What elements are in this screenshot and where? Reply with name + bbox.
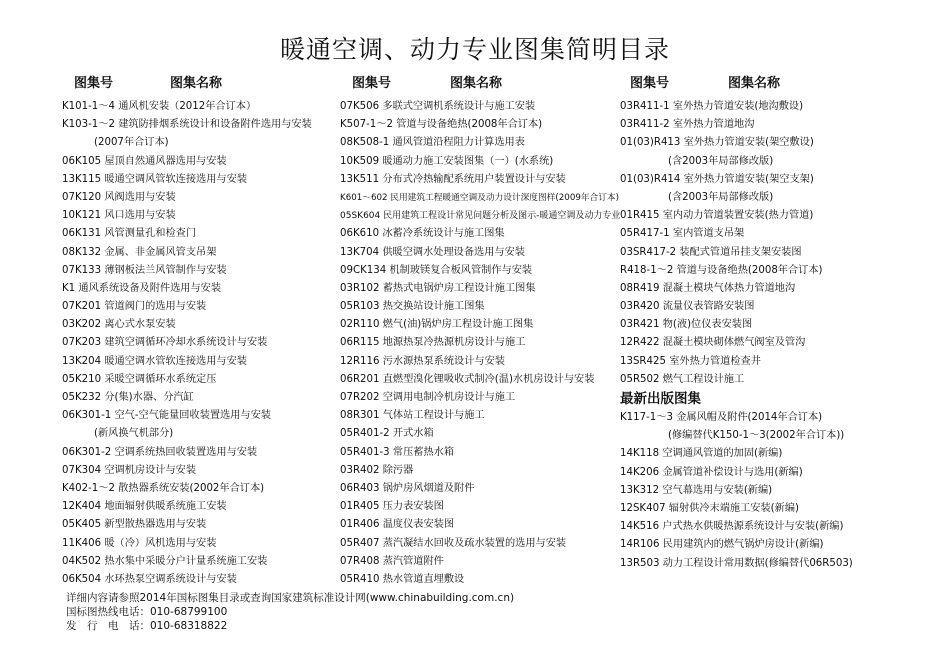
catalog-entry: K402-1～2 散热器系统安装(2002年合订本)	[62, 482, 265, 494]
catalog-entry: 05R103 热交换站设计施工图集	[340, 301, 485, 313]
catalog-entry: R418-1～2 管道与设备绝热(2008年合订本)	[620, 264, 823, 276]
catalog-entry: K601～602 民用建筑工程暖通空调及动力设计深度图样(2009年合订本)	[340, 192, 620, 203]
catalog-entry: 11K406 暖（冷）风机选用与安装	[62, 537, 217, 549]
catalog-entry: 05SK604 民用建筑工程设计常见问题分析及图示-暖通空调及动力专业	[340, 211, 621, 222]
column-header	[620, 72, 940, 92]
catalog-entry: K103-1～2 建筑防排烟系统设计和设备附件选用与安装	[62, 119, 312, 131]
catalog-entry: 08R419 混凝土模块气体热力管道地沟	[620, 282, 796, 294]
column-header	[62, 72, 332, 92]
catalog-entry: 04K502 热水集中采暖分户计量系统施工安装	[62, 555, 268, 567]
catalog-entry: 03K202 离心式水泵安装	[62, 319, 176, 331]
catalog-entry: 13K204 暖通空调水管软连接选用与安装	[62, 355, 247, 367]
catalog-entry: 05R502 燃气工程设计施工	[620, 373, 745, 385]
catalog-entry: 14R106 民用建筑内的燃气锅炉房设计(新编)	[620, 539, 824, 551]
catalog-entry: 01R405 压力表安装图	[340, 501, 444, 513]
section-heading: 最新出版图集	[620, 391, 701, 407]
catalog-entry: 12R422 混凝土模块砌体燃气阀室及管沟	[620, 337, 806, 349]
catalog-entry: 10K121 风口选用与安装	[62, 210, 176, 222]
catalog-entry: 08K508-1 通风管道沿程阻力计算选用表	[340, 137, 525, 149]
catalog-entry: 13R503 动力工程设计常用数据(修编替代06R503)	[620, 557, 853, 569]
catalog-entry: 14K516 户式热水供暖热源系统设计与安装(新编)	[620, 521, 844, 533]
catalog-entry: 03R420 流量仪表管路安装图	[620, 301, 755, 313]
catalog-entry: 14K118 空调通风管道的加固(新编)	[620, 448, 783, 460]
catalog-entry: K117-1～3 金属风帽及附件(2014年合订本)	[620, 412, 823, 423]
catalog-entry: 10K509 暖通动力施工安装图集（一）(水系统)	[340, 155, 554, 167]
catalog-entry: 13SR425 室外热力管道检查井	[620, 355, 761, 367]
catalog-entry: 02R110 燃气(油)锅炉房工程设计施工图集	[340, 319, 534, 331]
catalog-entry: 06R201 直燃型溴化锂吸收式制冷(温)水机房设计与安装	[340, 373, 595, 385]
catalog-entry: 03R102 蓄热式电锅炉房工程设计施工图集	[340, 282, 536, 294]
catalog-entry: 13K511 分布式冷热输配系统用户装置设计与安装	[340, 173, 566, 185]
catalog-entry: 09CK134 机制玻镁复合板风管制作与安装	[340, 264, 533, 276]
catalog-entry: 06K301-1 空气-空气能量回收装置选用与安装	[62, 410, 271, 422]
name-header: 图集名称	[728, 76, 781, 91]
catalog-entry: 05K405 新型散热器选用与安装	[62, 519, 207, 531]
code-header: 图集号	[352, 76, 392, 91]
catalog-entry: 08K132 金属、非金属风管支吊架	[62, 246, 217, 258]
catalog-entry: 05K232 分(集)水器、分汽缸	[62, 392, 194, 403]
footer-sales-phone: 发 行 电 话：010-68318822	[66, 620, 228, 632]
catalog-entry: 07R408 蒸汽管道附件	[340, 555, 444, 567]
catalog-entry: 05R417-1 室内管道支吊架	[620, 228, 745, 240]
catalog-entry: 06R115 地源热泵冷热源机房设计与施工	[340, 337, 526, 349]
catalog-entry: (含2003年局部修改版)	[668, 155, 774, 167]
code-header: 图集号	[74, 76, 114, 91]
footer	[66, 591, 514, 633]
catalog-column-1	[62, 72, 332, 589]
catalog-entry: 13K312 空气幕选用与安装(新编)	[620, 484, 773, 496]
catalog-entry: 06K301-2 空调系统热回收装置选用与安装	[62, 446, 258, 458]
catalog-entry: (2007年合订本)	[94, 137, 169, 149]
catalog-entry: 03R411-2 室外热力管道地沟	[620, 119, 755, 131]
catalog-entry: 07R202 空调用电制冷机房设计与施工	[340, 392, 516, 403]
page-title: 暖通空调、动力专业图集简明目录	[279, 35, 670, 64]
catalog-entry: 07K133 薄钢板法兰风管制作与安装	[62, 264, 227, 276]
catalog-entry: 12R116 污水源热泵系统设计与安装	[340, 355, 505, 367]
catalog-entry: 06K131 风管测量孔和检查门	[62, 228, 197, 240]
catalog-entry: 07K203 建筑空调循环冷却水系统设计与安装	[62, 337, 268, 349]
catalog-entry: 01(03)R414 室外热力管道安装(架空支架)	[620, 173, 814, 185]
name-header: 图集名称	[170, 76, 223, 91]
catalog-entry: 07K201 管道阀门的选用与安装	[62, 301, 207, 313]
catalog-entry: K1 通风系统设备及附件选用与安装	[62, 282, 222, 294]
catalog-entry: 01R415 室内动力管道装置安装(热力管道)	[620, 210, 814, 222]
catalog-entry: 03R411-1 室外热力管道安装(地沟敷设)	[620, 101, 804, 112]
catalog-entry: (新风换气机部分)	[94, 428, 174, 440]
catalog-entry: 03R402 除污器	[340, 464, 414, 476]
catalog-entry: 06R403 锅炉房风烟道及附件	[340, 482, 475, 494]
catalog-entry: 01R406 温度仪表安装图	[340, 519, 455, 531]
catalog-entry: 06K504 水环热泵空调系统设计与安装	[62, 573, 237, 585]
code-header: 图集号	[630, 76, 670, 91]
column-header	[340, 72, 620, 92]
catalog-column-3	[620, 72, 940, 573]
catalog-entry: K507-1～2 管道与设备绝热(2008年合订本)	[340, 119, 543, 131]
catalog-entry: 13K704 供暖空调水处理设备选用与安装	[340, 246, 525, 258]
catalog-entry: 03R421 物(液)位仪表安装图	[620, 319, 753, 331]
catalog-entry: 12K404 地面辐射供暖系统施工安装	[62, 501, 227, 513]
catalog-entry: 05K210 采暖空调循环水系统定压	[62, 373, 217, 385]
footer-hotline: 国标图热线电话：010-68799100	[66, 606, 228, 618]
catalog-entry: 05R401-3 常压蓄热水箱	[340, 446, 455, 458]
catalog-entry: K101-1～4 通风机安装（2012年合订本）	[62, 101, 257, 112]
catalog-entry: 08R301 气体站工程设计与施工	[340, 410, 485, 422]
catalog-entry: 07K304 空调机房设计与安装	[62, 464, 197, 476]
catalog-entry: 07K120 风阀选用与安装	[62, 191, 176, 203]
name-header: 图集名称	[450, 76, 503, 91]
catalog-entry: 06K610 冰蓄冷系统设计与施工图集	[340, 228, 505, 240]
catalog-entry: 01(03)R413 室外热力管道安装(架空敷设)	[620, 137, 814, 149]
catalog-column-2	[340, 72, 620, 589]
catalog-entry: 12SK407 辐射供冷末端施工安装(新编)	[620, 502, 799, 514]
catalog-entry: 03SR417-2 装配式管道吊挂支架安装图	[620, 246, 802, 258]
catalog-entry: 05R401-2 开式水箱	[340, 428, 434, 440]
catalog-entry: 13K115 暖通空调风管软连接选用与安装	[62, 173, 247, 185]
catalog-entry: 05R410 热水管道直埋敷设	[340, 573, 465, 585]
catalog-entry: 14K206 金属管道补偿设计与选用(新编)	[620, 466, 803, 478]
footer-website-note: 详细内容请参照2014年国标图集目录或查询国家建筑标准设计网(www.chinabuilding.com.cn)	[66, 592, 515, 604]
catalog-entry: 06K105 屋顶自然通风器选用与安装	[62, 155, 227, 167]
catalog-entry: (修编替代K150-1～3(2002年合订本))	[668, 430, 845, 442]
catalog-entry: 05R407 蒸汽凝结水回收及疏水装置的选用与安装	[340, 537, 567, 549]
catalog-entry: (含2003年局部修改版)	[668, 191, 774, 203]
catalog-entry: 07K506 多联式空调机系统设计与施工安装	[340, 101, 536, 112]
